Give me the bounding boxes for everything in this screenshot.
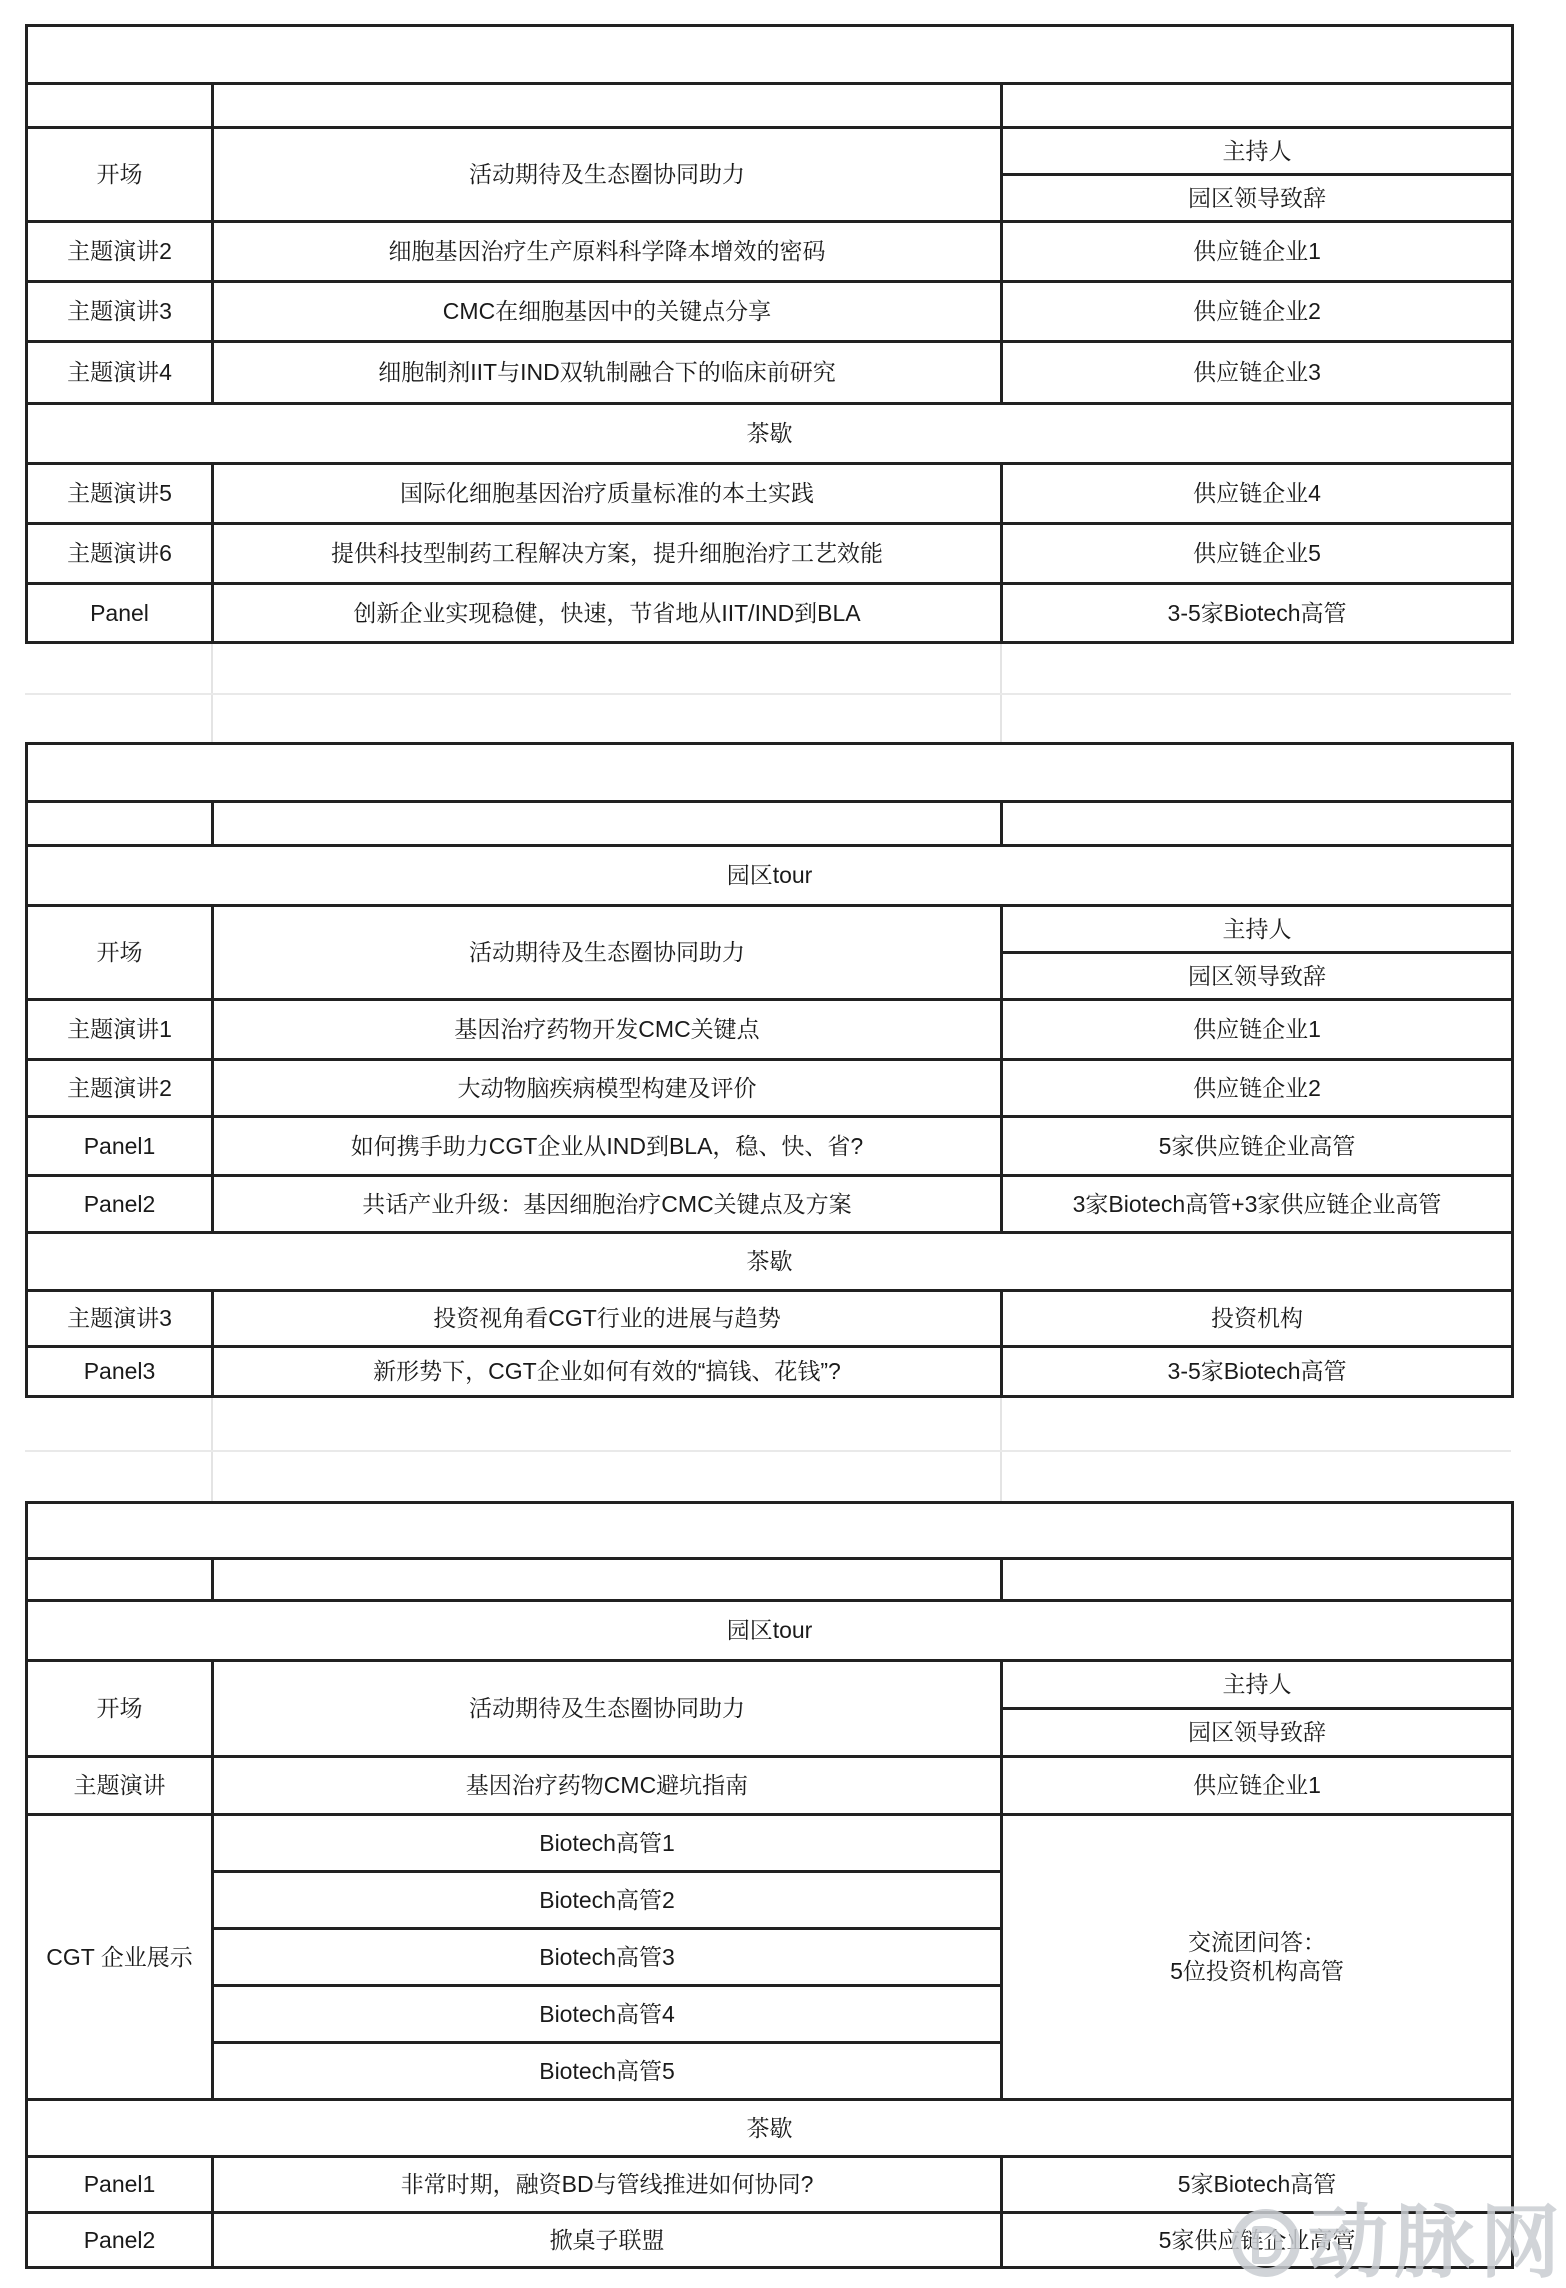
tea-break-cell: 茶歇 [27,1233,1513,1291]
table-3-header-guests: 嘉宾 [1002,1559,1513,1601]
cell-content: Biotech高管3 [213,1929,1002,1986]
cell-guest: 供应链企业4 [1002,464,1513,524]
sheet-gap-rows [25,1398,1511,1501]
cell-content: Biotech高管5 [213,2043,1002,2100]
cell-guest [1002,1815,1513,2100]
cell-guest: 3-5家Biotech高管 [1002,584,1513,643]
table-1-header-guests: 拟邀嘉宾 [1002,84,1513,128]
cell-content: CMC在细胞基因中的关键点分享 [213,282,1002,342]
cell-format: Panel1 [27,1117,213,1176]
cell-content: Biotech高管4 [213,1986,1002,2043]
tea-break-row [27,404,1513,464]
cell-content: 国际化细胞基因治疗质量标准的本土实践 [213,464,1002,524]
cell-guest: 供应链企业1 [1002,1000,1513,1060]
cell-content: 基因治疗药物开发CMC关键点 [213,1000,1002,1060]
guest-line: 交流团问答： [1188,1929,1327,1956]
cell-guest: 供应链企业2 [1002,1060,1513,1117]
table-row [27,1347,1513,1397]
cell-content: 基因治疗药物CMC避坑指南 [213,1757,1002,1815]
cell-guest: 供应链企业1 [1002,1757,1513,1815]
cell-content: 非常时期，融资BD与管线推进如何协同? [213,2157,1002,2213]
cell-format: 开场 [27,1661,213,1757]
cell-format: 开场 [27,906,213,1000]
park-tour-cell: 园区tour [27,1601,1513,1661]
cell-guest: 投资机构 [1002,1291,1513,1347]
cell-content: 如何携手助力CGT企业从IND到BLA，稳、快、省? [213,1117,1002,1176]
table-row [27,1176,1513,1233]
cell-format: CGT 企业展示 [27,1815,213,2100]
park-tour-row [27,846,1513,906]
table-row [27,464,1513,524]
watermark-text: 动脉网 [1308,2198,1566,2287]
table-row [27,524,1513,584]
tea-break-cell: 茶歇 [27,2100,1513,2157]
table-row [27,906,1513,953]
table-3-title: CGT园区行 3.0版本 [27,1503,1513,1559]
agenda-sheet [25,24,1511,2269]
table-version-3 [25,1501,1514,2269]
cell-guest: 主持人 [1002,906,1513,953]
table-row [27,128,1513,175]
table-row [27,1117,1513,1176]
cell-guest: 供应链企业1 [1002,222,1513,282]
table-2-header-format: 形式 [27,802,213,846]
guest-line: 5位投资机构高管 [1170,1958,1344,1984]
cell-format: 主题演讲3 [27,282,213,342]
cell-format: 主题演讲 [27,1757,213,1815]
cell-content: 活动期待及生态圈协同助力 [213,128,1002,222]
cell-content: Biotech高管2 [213,1872,1002,1929]
cell-content: 掀桌子联盟 [213,2213,1002,2268]
cell-guest: 供应链企业2 [1002,282,1513,342]
cell-guest: 5家供应链企业高管 [1002,1117,1513,1176]
cell-content: 细胞基因治疗生产原料科学降本增效的密码 [213,222,1002,282]
cell-format: 主题演讲3 [27,1291,213,1347]
cell-content: 细胞制剂IIT与IND双轨制融合下的临床前研究 [213,342,1002,404]
cell-format: Panel3 [27,1347,213,1397]
table-1-header-format: 形式 [27,84,213,128]
tea-break-row [27,2100,1513,2157]
table-row [27,2157,1513,2213]
cell-guest: 供应链企业5 [1002,524,1513,584]
cell-format: Panel2 [27,1176,213,1233]
cell-content: 共话产业升级：基因细胞治疗CMC关键点及方案 [213,1176,1002,1233]
table-3-header-format: 形式 [27,1559,213,1601]
table-1-header-content: 内容 [213,84,1002,128]
cell-guest: 园区领导致辞 [1002,175,1513,222]
cell-guest: 园区领导致辞 [1002,1709,1513,1757]
cell-format: 主题演讲4 [27,342,213,404]
cell-guest: 主持人 [1002,128,1513,175]
cell-format: 主题演讲2 [27,222,213,282]
table-row [27,342,1513,404]
cell-guest: 5家Biotech高管 [1002,2157,1513,2213]
cell-content: 新形势下，CGT企业如何有效的“搞钱、花钱”? [213,1347,1002,1397]
table-2-title: CGT园区行 2.0版本 [27,744,1513,802]
table-row [27,1291,1513,1347]
cell-guest: 5家供应链企业高管 [1002,2213,1513,2268]
table-row [27,1815,1513,1872]
table-1-title: CGT园区行 1.0版本 [27,26,1513,84]
cell-format: 主题演讲6 [27,524,213,584]
table-row [27,2213,1513,2268]
cell-guest: 园区领导致辞 [1002,953,1513,1000]
gridline-horizontal [25,693,1511,695]
cell-format: 主题演讲2 [27,1060,213,1117]
tea-break-cell: 茶歇 [27,404,1513,464]
cell-content: 大动物脑疾病模型构建及评价 [213,1060,1002,1117]
table-row [27,1661,1513,1709]
cell-format: Panel [27,584,213,643]
table-version-1 [25,24,1514,644]
cell-guest: 3家Biotech高管+3家供应链企业高管 [1002,1176,1513,1233]
cell-format: Panel2 [27,2213,213,2268]
cell-content: 提供科技型制药工程解决方案，提升细胞治疗工艺效能 [213,524,1002,584]
cell-content: 投资视角看CGT行业的进展与趋势 [213,1291,1002,1347]
table-version-2 [25,742,1514,1398]
table-row [27,1000,1513,1060]
table-row [27,1060,1513,1117]
table-row [27,1757,1513,1815]
cell-format: 开场 [27,128,213,222]
table-row [27,584,1513,643]
cell-format: Panel1 [27,2157,213,2213]
cell-content: 活动期待及生态圈协同助力 [213,1661,1002,1757]
cell-guest: 3-5家Biotech高管 [1002,1347,1513,1397]
tea-break-row [27,1233,1513,1291]
park-tour-row [27,1601,1513,1661]
gridline-horizontal [25,1450,1511,1452]
cell-guest: 供应链企业3 [1002,342,1513,404]
cell-content: Biotech高管1 [213,1815,1002,1872]
table-row [27,222,1513,282]
sheet-gap-rows [25,644,1511,742]
cell-guest: 主持人 [1002,1661,1513,1709]
table-2-header-guests: 拟邀嘉宾 [1002,802,1513,846]
park-tour-cell: 园区tour [27,846,1513,906]
table-2-header-content: 内容 [213,802,1002,846]
cell-content: 活动期待及生态圈协同助力 [213,906,1002,1000]
cell-format: 主题演讲1 [27,1000,213,1060]
table-row [27,282,1513,342]
cell-content: 创新企业实现稳健，快速，节省地从IIT/IND到BLA [213,584,1002,643]
table-3-header-content: 内容 [213,1559,1002,1601]
cell-format: 主题演讲5 [27,464,213,524]
